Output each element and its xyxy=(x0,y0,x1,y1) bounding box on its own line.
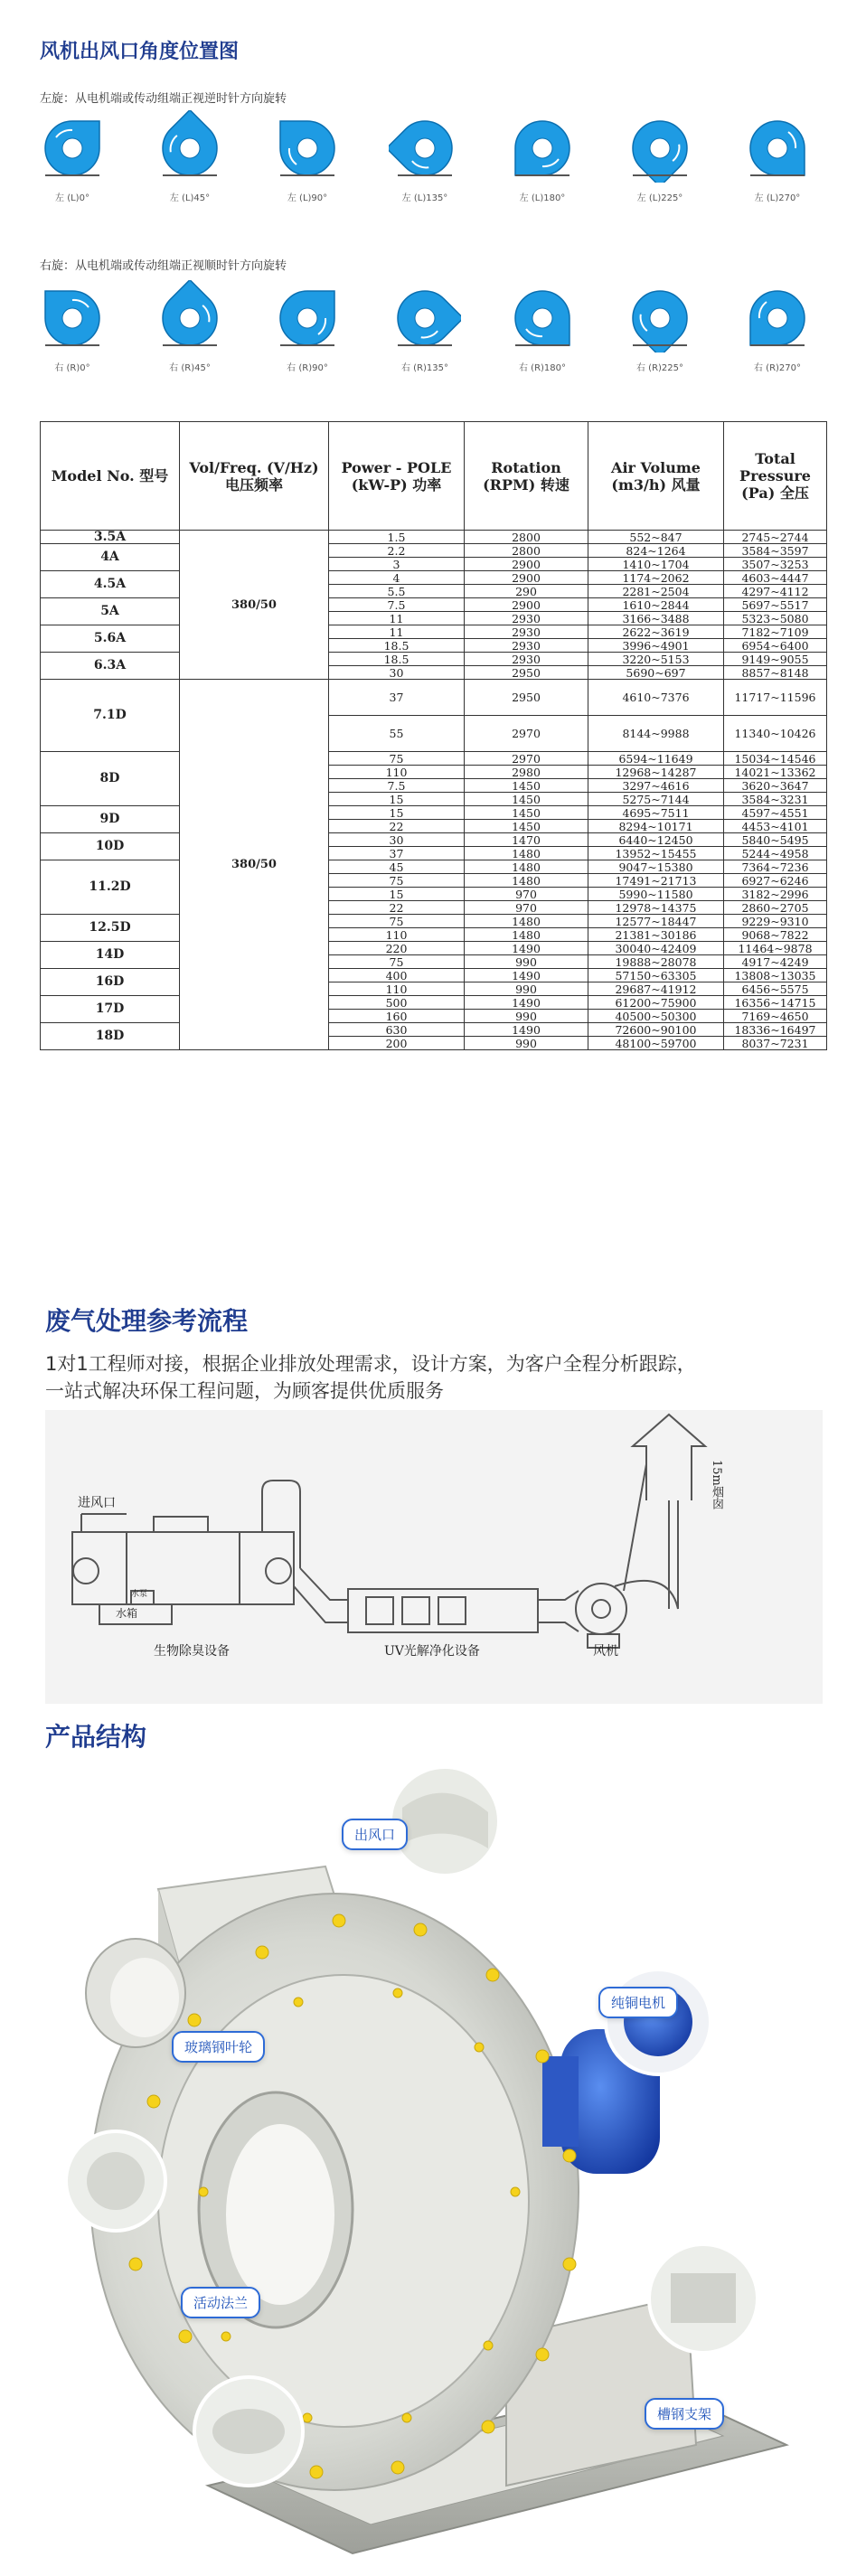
air-cell: 5690~697 xyxy=(588,666,724,680)
power-cell: 5.5 xyxy=(329,585,465,598)
rpm-cell: 2930 xyxy=(465,639,588,653)
air-cell: 1174~2062 xyxy=(588,571,724,585)
right-rotation-fan-row xyxy=(27,280,841,380)
air-cell: 3996~4901 xyxy=(588,639,724,653)
fan-angle-icon xyxy=(624,280,696,353)
model-cell: 14D xyxy=(41,942,180,969)
process-diagram xyxy=(45,1410,823,1704)
fan-angle-label: 左 (L)180° xyxy=(519,193,566,203)
air-cell: 2622~3619 xyxy=(588,625,724,639)
pa-cell: 4297~4112 xyxy=(724,585,827,598)
power-cell: 15 xyxy=(329,793,465,806)
rpm-cell: 1450 xyxy=(465,793,588,806)
uv-device-label: UV光解净化设备 xyxy=(384,1644,480,1659)
fan-angle-label: 左 (L)90° xyxy=(287,193,328,203)
fan-shape xyxy=(576,1584,626,1634)
rpm-cell: 990 xyxy=(465,955,588,969)
water-tank-label: 水箱 xyxy=(116,1607,138,1620)
fan-angle-label: 左 (L)135° xyxy=(401,193,448,203)
rpm-cell: 1490 xyxy=(465,996,588,1010)
pa-cell: 11464~9878 xyxy=(724,942,827,955)
header-air-volume: Air Volume (m3/h) 风量 xyxy=(588,422,724,531)
air-cell: 3166~3488 xyxy=(588,612,724,625)
process-section-title: 废气处理参考流程 xyxy=(45,1306,249,1336)
air-cell: 19888~28078 xyxy=(588,955,724,969)
air-cell: 57150~63305 xyxy=(588,969,724,982)
power-cell: 200 xyxy=(329,1037,465,1050)
air-cell: 13952~15455 xyxy=(588,847,724,860)
model-cell: 10D xyxy=(41,833,180,860)
power-cell: 30 xyxy=(329,666,465,680)
inlet-label: 进风口 xyxy=(78,1496,116,1510)
table-row xyxy=(41,598,827,612)
pa-cell: 11340~10426 xyxy=(724,716,827,752)
pa-cell: 6927~6246 xyxy=(724,874,827,888)
table-row xyxy=(41,833,827,847)
rpm-cell: 2930 xyxy=(465,653,588,666)
fan-angle-icon xyxy=(271,280,344,353)
rpm-cell: 2930 xyxy=(465,625,588,639)
rpm-cell: 1480 xyxy=(465,874,588,888)
outlet-callout: 出风口 xyxy=(342,1819,408,1850)
air-cell: 8294~10171 xyxy=(588,820,724,833)
power-cell: 3 xyxy=(329,558,465,571)
impeller-callout: 玻璃钢叶轮 xyxy=(172,2031,265,2063)
table-row xyxy=(41,653,827,666)
right-fan-angle-270 xyxy=(732,280,823,380)
model-cell: 17D xyxy=(41,996,180,1023)
power-cell: 2.2 xyxy=(329,544,465,558)
rpm-cell: 2970 xyxy=(465,752,588,766)
model-cell: 4.5A xyxy=(41,571,180,598)
pa-cell: 3584~3231 xyxy=(724,793,827,806)
right-fan-angle-90 xyxy=(262,280,353,380)
air-cell: 6440~12450 xyxy=(588,833,724,847)
table-row xyxy=(41,915,827,928)
power-cell: 30 xyxy=(329,833,465,847)
fan-angle-icon xyxy=(271,110,344,183)
power-cell: 7.5 xyxy=(329,598,465,612)
bracket-callout: 槽钢支架 xyxy=(645,2398,724,2430)
power-cell: 7.5 xyxy=(329,779,465,793)
model-cell: 7.1D xyxy=(41,680,180,752)
model-cell: 16D xyxy=(41,969,180,996)
rpm-cell: 2800 xyxy=(465,531,588,544)
left-fan-angle-0 xyxy=(27,110,118,210)
air-cell: 12577~18447 xyxy=(588,915,724,928)
rpm-cell: 1490 xyxy=(465,969,588,982)
table-row xyxy=(41,969,827,982)
table-row xyxy=(41,942,827,955)
power-cell: 11 xyxy=(329,625,465,639)
right-fan-angle-180 xyxy=(497,280,588,380)
power-cell: 37 xyxy=(329,680,465,716)
fan-angle-icon xyxy=(506,110,579,183)
fan-angle-icon xyxy=(741,280,814,353)
header-rotation: Rotation (RPM) 转速 xyxy=(465,422,588,531)
air-cell: 8144~9988 xyxy=(588,716,724,752)
pa-cell: 5244~4958 xyxy=(724,847,827,860)
process-description-line-2: 一站式解决环保工程问题，为顾客提供优质服务 xyxy=(45,1380,444,1402)
fan-angle-icon xyxy=(154,280,226,353)
process-diagram-drawing xyxy=(45,1410,823,1704)
model-cell: 11.2D xyxy=(41,860,180,915)
pa-cell: 9149~9055 xyxy=(724,653,827,666)
rpm-cell: 1450 xyxy=(465,806,588,820)
air-cell: 6594~11649 xyxy=(588,752,724,766)
pa-cell: 6954~6400 xyxy=(724,639,827,653)
voltage-cell: 380/50 xyxy=(180,680,329,1050)
rpm-cell: 290 xyxy=(465,585,588,598)
pa-cell: 5323~5080 xyxy=(724,612,827,625)
rpm-cell: 2950 xyxy=(465,666,588,680)
right-fan-angle-225 xyxy=(615,280,705,380)
air-cell: 30040~42409 xyxy=(588,942,724,955)
model-cell: 9D xyxy=(41,806,180,833)
header-voltage: Vol/Freq. (V/Hz) 电压频率 xyxy=(180,422,329,531)
rpm-cell: 1450 xyxy=(465,779,588,793)
pa-cell: 5840~5495 xyxy=(724,833,827,847)
pa-cell: 7364~7236 xyxy=(724,860,827,874)
air-cell: 1410~1704 xyxy=(588,558,724,571)
fan-angle-label: 左 (L)270° xyxy=(754,193,801,203)
uv-unit-shape xyxy=(348,1589,538,1632)
fan-angle-icon xyxy=(506,280,579,353)
pa-cell: 7182~7109 xyxy=(724,625,827,639)
left-rotation-caption: 左旋：从电机端或传动组端正视逆时针方向旋转 xyxy=(40,92,287,106)
fan-angle-label: 右 (R)180° xyxy=(518,363,567,373)
pa-cell: 5697~5517 xyxy=(724,598,827,612)
pa-cell: 7169~4650 xyxy=(724,1010,827,1023)
pa-cell: 9229~9310 xyxy=(724,915,827,928)
table-row xyxy=(41,544,827,558)
fan-angle-icon xyxy=(624,110,696,183)
power-cell: 160 xyxy=(329,1010,465,1023)
rpm-cell: 1480 xyxy=(465,928,588,942)
rpm-cell: 970 xyxy=(465,901,588,915)
left-fan-angle-225 xyxy=(615,110,705,210)
fan-illustration xyxy=(0,1758,866,2576)
pa-cell: 11717~11596 xyxy=(724,680,827,716)
fan-angle-icon xyxy=(741,110,814,183)
rpm-cell: 2900 xyxy=(465,558,588,571)
table-row xyxy=(41,625,827,639)
pa-cell: 3584~3597 xyxy=(724,544,827,558)
rpm-cell: 1480 xyxy=(465,847,588,860)
pa-cell: 6456~5575 xyxy=(724,982,827,996)
table-row xyxy=(41,996,827,1010)
pa-cell: 8857~8148 xyxy=(724,666,827,680)
power-cell: 4 xyxy=(329,571,465,585)
left-fan-angle-90 xyxy=(262,110,353,210)
power-cell: 45 xyxy=(329,860,465,874)
pa-cell: 3507~3253 xyxy=(724,558,827,571)
rpm-cell: 990 xyxy=(465,982,588,996)
bio-tank-shape xyxy=(72,1532,294,1604)
table-row xyxy=(41,531,827,544)
power-cell: 37 xyxy=(329,847,465,860)
power-cell: 400 xyxy=(329,969,465,982)
rpm-cell: 2800 xyxy=(465,544,588,558)
left-fan-angle-135 xyxy=(380,110,470,210)
fan-angle-label: 左 (L)0° xyxy=(55,193,89,203)
rpm-cell: 2970 xyxy=(465,716,588,752)
air-cell: 61200~75900 xyxy=(588,996,724,1010)
fan-angle-label: 右 (R)135° xyxy=(400,363,449,373)
air-cell: 21381~30186 xyxy=(588,928,724,942)
air-cell: 12968~14287 xyxy=(588,766,724,779)
air-cell: 9047~15380 xyxy=(588,860,724,874)
table-row xyxy=(41,1023,827,1037)
pa-cell: 2745~2744 xyxy=(724,531,827,544)
fan-angle-label: 左 (L)225° xyxy=(636,193,683,203)
fan-angle-icon xyxy=(154,110,226,183)
pa-cell: 4597~4551 xyxy=(724,806,827,820)
pa-cell: 16356~14715 xyxy=(724,996,827,1010)
rpm-cell: 1480 xyxy=(465,915,588,928)
table-row xyxy=(41,806,827,820)
pa-cell: 4453~4101 xyxy=(724,820,827,833)
power-cell: 500 xyxy=(329,996,465,1010)
power-cell: 22 xyxy=(329,820,465,833)
air-cell: 4610~7376 xyxy=(588,680,724,716)
air-cell: 12978~14375 xyxy=(588,901,724,915)
pa-cell: 13808~13035 xyxy=(724,969,827,982)
rpm-cell: 1480 xyxy=(465,860,588,874)
model-cell: 6.3A xyxy=(41,653,180,680)
power-cell: 55 xyxy=(329,716,465,752)
bio-device-label: 生物除臭设备 xyxy=(154,1644,230,1659)
rpm-cell: 2930 xyxy=(465,612,588,625)
right-rotation-caption: 右旋：从电机端或传动组端正视顺时针方向旋转 xyxy=(40,259,287,273)
fan-angle-label: 右 (R)45° xyxy=(169,363,211,373)
flange-callout: 活动法兰 xyxy=(181,2287,260,2318)
table-body xyxy=(41,531,827,1050)
right-fan-angle-0 xyxy=(27,280,118,380)
left-fan-angle-270 xyxy=(732,110,823,210)
left-fan-angle-45 xyxy=(145,110,235,210)
air-cell: 824~1264 xyxy=(588,544,724,558)
table-row xyxy=(41,680,827,716)
fan-spec-table xyxy=(40,421,827,1050)
power-cell: 75 xyxy=(329,874,465,888)
rpm-cell: 970 xyxy=(465,888,588,901)
power-cell: 220 xyxy=(329,942,465,955)
air-cell: 3220~5153 xyxy=(588,653,724,666)
rpm-cell: 990 xyxy=(465,1010,588,1023)
right-fan-angle-135 xyxy=(380,280,470,380)
motor-callout: 纯铜电机 xyxy=(598,1987,678,2018)
model-cell: 8D xyxy=(41,752,180,806)
fan-angle-label: 右 (R)0° xyxy=(54,363,90,373)
rpm-cell: 1490 xyxy=(465,942,588,955)
power-cell: 18.5 xyxy=(329,653,465,666)
rpm-cell: 2900 xyxy=(465,571,588,585)
table-row xyxy=(41,860,827,874)
structure-section-title: 产品结构 xyxy=(45,1722,147,1752)
fan-angle-label: 左 (L)45° xyxy=(169,193,211,203)
model-cell: 18D xyxy=(41,1023,180,1050)
power-cell: 1.5 xyxy=(329,531,465,544)
pa-cell: 15034~14546 xyxy=(724,752,827,766)
rpm-cell: 1450 xyxy=(465,820,588,833)
fan-angle-label: 右 (R)270° xyxy=(753,363,802,373)
fan-angle-label: 右 (R)90° xyxy=(287,363,328,373)
air-cell: 3297~4616 xyxy=(588,779,724,793)
rpm-cell: 2950 xyxy=(465,680,588,716)
pa-cell: 4603~4447 xyxy=(724,571,827,585)
air-cell: 5275~7144 xyxy=(588,793,724,806)
model-cell: 5.6A xyxy=(41,625,180,653)
air-cell: 2281~2504 xyxy=(588,585,724,598)
fan-angle-icon xyxy=(389,280,461,353)
power-cell: 75 xyxy=(329,752,465,766)
power-cell: 15 xyxy=(329,888,465,901)
header-model: Model No. 型号 xyxy=(41,422,180,531)
model-cell: 12.5D xyxy=(41,915,180,942)
header-power: Power - POLE (kW-P) 功率 xyxy=(329,422,465,531)
chimney-label: 15m烟囱 xyxy=(710,1460,723,1509)
air-cell: 48100~59700 xyxy=(588,1037,724,1050)
air-cell: 1610~2844 xyxy=(588,598,724,612)
rpm-cell: 1470 xyxy=(465,833,588,847)
table-row xyxy=(41,752,827,766)
rpm-cell: 2900 xyxy=(465,598,588,612)
model-cell: 3.5A xyxy=(41,531,180,544)
table-row xyxy=(41,571,827,585)
air-cell: 17491~21713 xyxy=(588,874,724,888)
power-cell: 18.5 xyxy=(329,639,465,653)
product-structure-illustration xyxy=(0,1758,866,2576)
angle-section-title: 风机出风口角度位置图 xyxy=(40,41,240,63)
fan-angle-icon xyxy=(36,280,108,353)
process-description-line-1: 1对1工程师对接，根据企业排放处理需求，设计方案，为客户全程分析跟踪， xyxy=(45,1353,696,1375)
power-cell: 15 xyxy=(329,806,465,820)
power-cell: 630 xyxy=(329,1023,465,1037)
rpm-cell: 1490 xyxy=(465,1023,588,1037)
air-cell: 5990~11580 xyxy=(588,888,724,901)
pump-label: 水泵 xyxy=(131,1590,148,1599)
power-cell: 75 xyxy=(329,955,465,969)
header-total-pressure: Total Pressure (Pa) 全压 xyxy=(724,422,827,531)
pa-cell: 4917~4249 xyxy=(724,955,827,969)
air-cell: 4695~7511 xyxy=(588,806,724,820)
fan-label: 风机 xyxy=(593,1644,618,1659)
air-cell: 552~847 xyxy=(588,531,724,544)
fan-angle-icon xyxy=(36,110,108,183)
pa-cell: 2860~2705 xyxy=(724,901,827,915)
model-cell: 4A xyxy=(41,544,180,571)
pa-cell: 9068~7822 xyxy=(724,928,827,942)
table-header-row xyxy=(41,422,827,531)
power-cell: 110 xyxy=(329,982,465,996)
left-fan-angle-180 xyxy=(497,110,588,210)
power-cell: 110 xyxy=(329,928,465,942)
power-cell: 110 xyxy=(329,766,465,779)
pa-cell: 18336~16497 xyxy=(724,1023,827,1037)
fan-angle-icon xyxy=(389,110,461,183)
pa-cell: 3182~2996 xyxy=(724,888,827,901)
air-cell: 29687~41912 xyxy=(588,982,724,996)
pa-cell: 14021~13362 xyxy=(724,766,827,779)
power-cell: 75 xyxy=(329,915,465,928)
right-fan-angle-45 xyxy=(145,280,235,380)
left-rotation-fan-row xyxy=(27,110,841,210)
rpm-cell: 990 xyxy=(465,1037,588,1050)
model-cell: 5A xyxy=(41,598,180,625)
power-cell: 11 xyxy=(329,612,465,625)
pa-cell: 3620~3647 xyxy=(724,779,827,793)
fan-angle-label: 右 (R)225° xyxy=(635,363,684,373)
rpm-cell: 2980 xyxy=(465,766,588,779)
air-cell: 40500~50300 xyxy=(588,1010,724,1023)
air-cell: 72600~90100 xyxy=(588,1023,724,1037)
pa-cell: 8037~7231 xyxy=(724,1037,827,1050)
voltage-cell: 380/50 xyxy=(180,531,329,680)
power-cell: 22 xyxy=(329,901,465,915)
